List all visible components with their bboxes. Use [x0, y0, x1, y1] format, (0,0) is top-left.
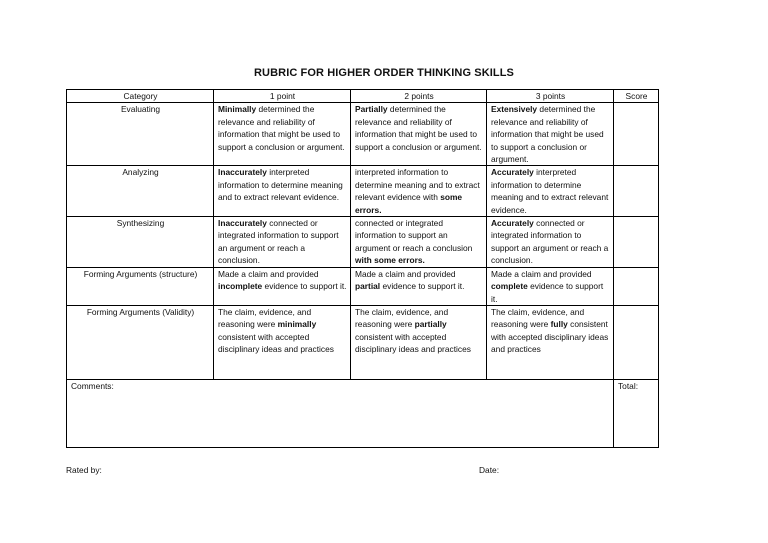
- table-row: [67, 217, 659, 268]
- category-cell: Evaluating: [67, 103, 214, 166]
- criteria-cell-1: Minimally determined the relevance and reliability of information that might be used to support a conclusion or argument.: [214, 103, 351, 166]
- criteria-cell-2: Partially determined the relevance and reliability of information that might be used to support a conclusion or argument.: [351, 103, 487, 166]
- category-cell: Forming Arguments (Validity): [67, 305, 214, 379]
- criteria-cell-2: connected or integrated information to support an argument or reach a conclusion with some errors.: [351, 217, 487, 268]
- score-cell[interactable]: [614, 103, 659, 166]
- document-title: RUBRIC FOR HIGHER ORDER THINKING SKILLS: [254, 67, 514, 79]
- criteria-cell-3: Made a claim and provided complete evidence to support it.: [487, 267, 614, 305]
- header-3-points: 3 points: [487, 90, 614, 103]
- rubric-table: [66, 89, 659, 448]
- header-score: Score: [614, 90, 659, 103]
- header-1-point: 1 point: [214, 90, 351, 103]
- criteria-cell-2: The claim, evidence, and reasoning were partially consistent with accepted disciplinary ideas and practices: [351, 305, 487, 379]
- criteria-cell-1: Made a claim and provided incomplete evidence to support it.: [214, 267, 351, 305]
- score-cell[interactable]: [614, 166, 659, 217]
- category-cell: Synthesizing: [67, 217, 214, 268]
- criteria-cell-1: Inaccurately connected or integrated information to support an argument or reach a conclusion.: [214, 217, 351, 268]
- category-cell: Forming Arguments (structure): [67, 267, 214, 305]
- date-label: Date:: [479, 465, 500, 475]
- criteria-cell-2: Made a claim and provided partial evidence to support it.: [351, 267, 487, 305]
- table-row: [67, 267, 659, 305]
- rated-by-label: Rated by:: [66, 465, 102, 475]
- table-row: [67, 103, 659, 166]
- table-row: [67, 166, 659, 217]
- score-cell[interactable]: [614, 305, 659, 379]
- total-label: Total:: [618, 380, 639, 391]
- total-cell[interactable]: [614, 379, 659, 447]
- comments-row: [67, 379, 659, 447]
- score-cell[interactable]: [614, 267, 659, 305]
- header-row: [67, 90, 659, 103]
- criteria-cell-1: The claim, evidence, and reasoning were minimally consistent with accepted disciplinary ideas and practices: [214, 305, 351, 379]
- comments-cell[interactable]: [67, 379, 614, 447]
- table-row: [67, 305, 659, 379]
- criteria-cell-3: The claim, evidence, and reasoning were fully consistent with accepted disciplinary ideas and practices: [487, 305, 614, 379]
- category-cell: Analyzing: [67, 166, 214, 217]
- criteria-cell-3: Accurately interpreted information to determine meaning and to extract relevant evidence.: [487, 166, 614, 217]
- criteria-cell-1: Inaccurately interpreted information to determine meaning and to extract relevant evidence.: [214, 166, 351, 217]
- header-category: Category: [67, 90, 214, 103]
- score-cell[interactable]: [614, 217, 659, 268]
- criteria-cell-3: Accurately connected or integrated information to support an argument or reach a conclusion.: [487, 217, 614, 268]
- header-2-points: 2 points: [351, 90, 487, 103]
- comments-label: Comments:: [71, 380, 114, 391]
- criteria-cell-2: interpreted information to determine meaning and to extract relevant evidence with some errors.: [351, 166, 487, 217]
- criteria-cell-3: Extensively determined the relevance and reliability of information that might be used to support a conclusion or argument.: [487, 103, 614, 166]
